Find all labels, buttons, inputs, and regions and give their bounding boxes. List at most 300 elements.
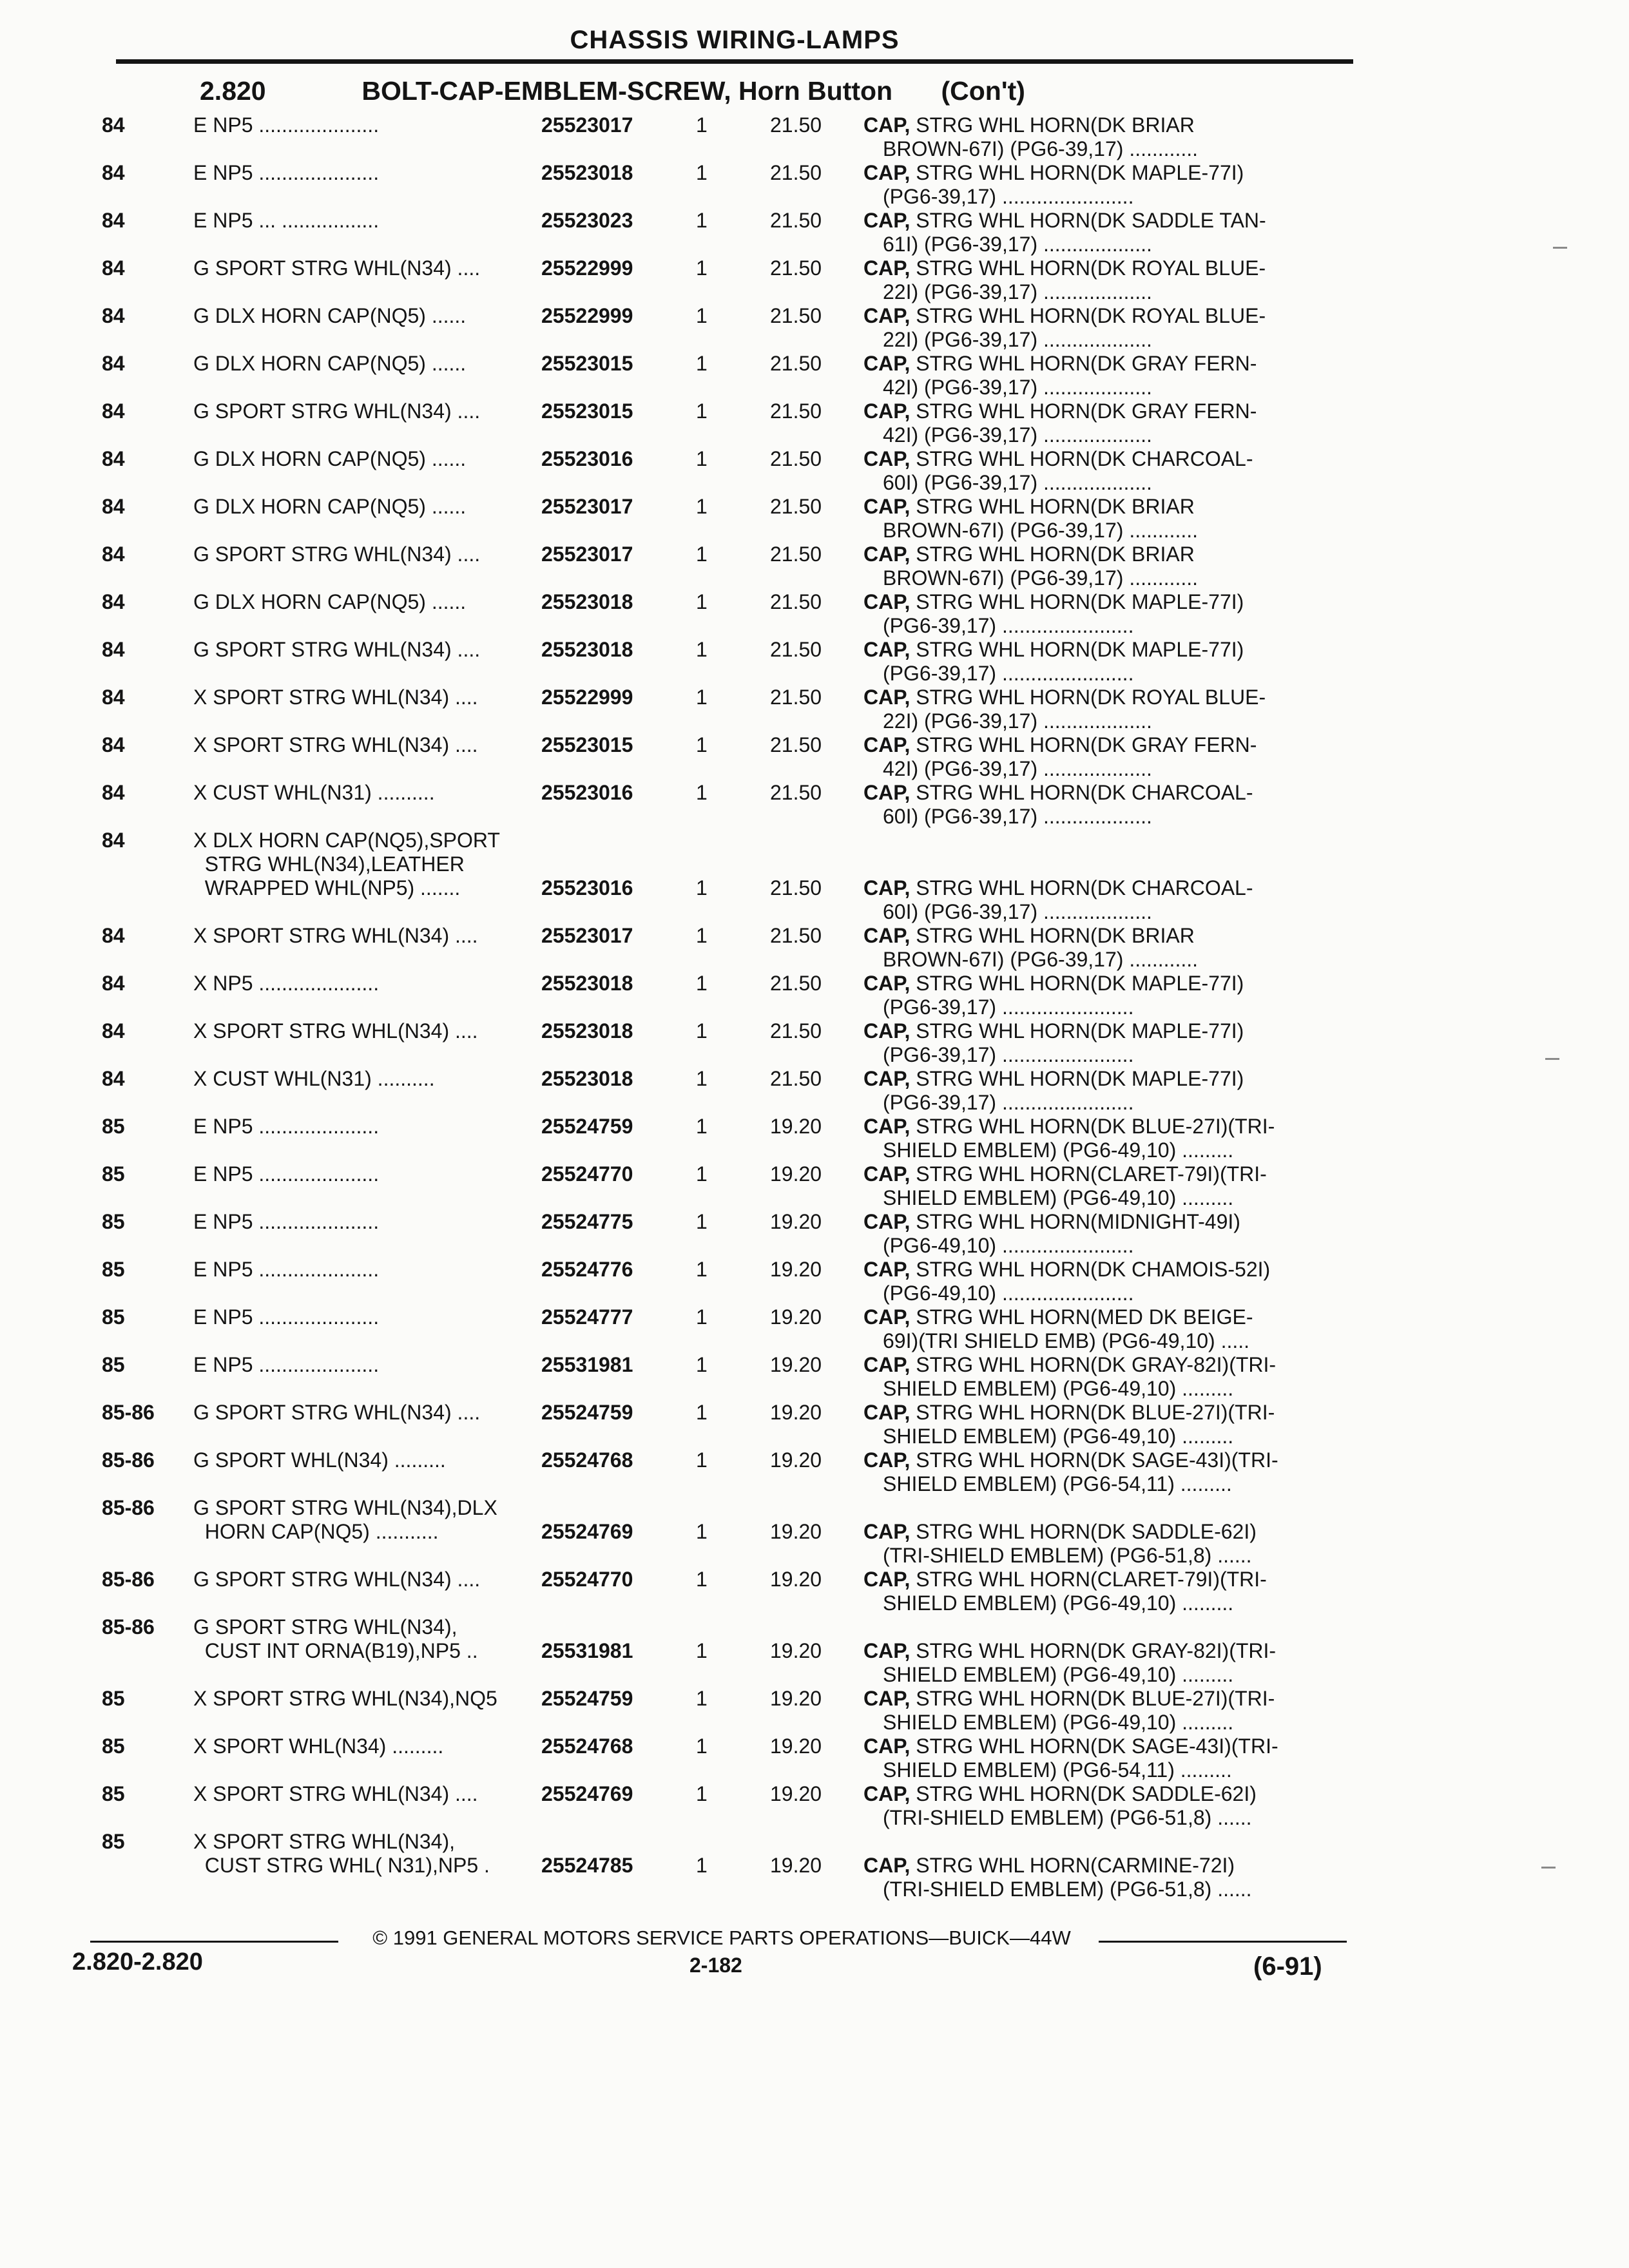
part-name <box>863 399 1344 447</box>
part-number: 25523023 <box>541 209 633 232</box>
quantity: 1 <box>696 1305 708 1329</box>
usage-description <box>193 972 554 995</box>
price: 19.20 <box>770 1854 822 1877</box>
quantity: 1 <box>696 1782 708 1805</box>
usage-description-line: E NP5 ..................... <box>193 113 380 137</box>
part-name-line: CAP, STRG WHL HORN(DK MAPLE-77I) <box>863 972 1244 995</box>
model-year: 84 <box>102 1019 125 1043</box>
usage-description <box>193 399 554 423</box>
part-name-keyword: CAP, <box>863 1520 911 1543</box>
part-name <box>863 161 1344 209</box>
part-name-keyword: CAP, <box>863 543 911 566</box>
part-name-keyword: CAP, <box>863 781 911 804</box>
part-name-line: CAP, STRG WHL HORN(DK MAPLE-77I) <box>863 638 1244 661</box>
part-name-line: CAP, STRG WHL HORN(DK BRIAR <box>863 495 1195 518</box>
usage-description <box>193 209 554 233</box>
price: 21.50 <box>770 543 822 566</box>
usage-description <box>193 1830 554 1878</box>
part-name-line: CAP, STRG WHL HORN(DK BLUE-27I)(TRI- <box>863 1115 1275 1138</box>
price: 19.20 <box>770 1448 822 1472</box>
model-year: 84 <box>102 352 125 375</box>
part-name-line: CAP, STRG WHL HORN(DK CHAMOIS-52I) <box>863 1258 1271 1281</box>
part-name <box>863 1305 1344 1353</box>
part-name-keyword: CAP, <box>863 924 911 947</box>
model-year: 84 <box>102 1067 125 1090</box>
part-name-keyword: CAP, <box>863 1782 911 1805</box>
usage-description <box>193 781 554 805</box>
part-name <box>863 638 1344 686</box>
usage-description-line: WRAPPED WHL(NP5) ....... <box>193 876 461 899</box>
quantity: 1 <box>696 1162 708 1186</box>
part-name <box>863 1854 1344 1901</box>
part-number: 25524775 <box>541 1210 633 1233</box>
price: 19.20 <box>770 1162 822 1186</box>
part-name <box>863 686 1344 733</box>
usage-description-line: X SPORT STRG WHL(N34),NQ5 <box>193 1687 497 1710</box>
part-number: 25523017 <box>541 924 633 947</box>
part-name-line: 22I) (PG6-39,17) ................... <box>883 280 1152 303</box>
usage-description <box>193 638 554 662</box>
part-number: 25524768 <box>541 1448 633 1472</box>
part-name <box>863 1258 1344 1305</box>
usage-description-line: HORN CAP(NQ5) ........... <box>193 1520 439 1543</box>
usage-description <box>193 1782 554 1806</box>
model-year: 85-86 <box>102 1401 155 1424</box>
part-name-keyword: CAP, <box>863 1568 911 1591</box>
part-name-line: CAP, STRG WHL HORN(DK ROYAL BLUE- <box>863 304 1266 327</box>
usage-description-line: CUST STRG WHL( N31),NP5 . <box>193 1854 490 1877</box>
model-year: 84 <box>102 829 125 852</box>
price: 21.50 <box>770 924 822 947</box>
part-name-keyword: CAP, <box>863 1210 911 1233</box>
usage-description-line: X SPORT STRG WHL(N34) .... <box>193 1782 478 1805</box>
price: 21.50 <box>770 972 822 995</box>
usage-description <box>193 686 554 709</box>
section-continued: (Con't) <box>941 76 1025 106</box>
usage-description-line: G SPORT STRG WHL(N34) .... <box>193 638 481 661</box>
part-number: 25523015 <box>541 399 633 423</box>
model-year: 85 <box>102 1353 125 1376</box>
model-year: 84 <box>102 161 125 184</box>
header-rule <box>116 59 1353 64</box>
price: 21.50 <box>770 256 822 280</box>
price: 21.50 <box>770 209 822 232</box>
usage-description-line: G SPORT STRG WHL(N34), <box>193 1615 458 1639</box>
part-name-keyword: CAP, <box>863 1687 911 1710</box>
part-name-line: (PG6-39,17) ....................... <box>883 1043 1134 1066</box>
part-name-line: BROWN-67I) (PG6-39,17) ............ <box>883 566 1198 590</box>
part-number: 25523015 <box>541 352 633 375</box>
model-year: 84 <box>102 543 125 566</box>
part-name-line: 69I)(TRI SHIELD EMB) (PG6-49,10) ..... <box>883 1329 1250 1352</box>
usage-description <box>193 161 554 185</box>
price: 21.50 <box>770 781 822 804</box>
usage-description <box>193 1067 554 1091</box>
part-name-line: CAP, STRG WHL HORN(DK MAPLE-77I) <box>863 1067 1244 1090</box>
part-name-line: CAP, STRG WHL HORN(DK GRAY FERN- <box>863 733 1257 756</box>
quantity: 1 <box>696 1448 708 1472</box>
part-name-keyword: CAP, <box>863 161 911 184</box>
quantity: 1 <box>696 304 708 327</box>
usage-description-line: E NP5 ..................... <box>193 1305 380 1329</box>
part-name-line: CAP, STRG WHL HORN(DK CHARCOAL- <box>863 447 1253 470</box>
part-name-line: SHIELD EMBLEM) (PG6-49,10) ......... <box>883 1711 1234 1734</box>
part-name <box>863 1162 1344 1210</box>
quantity: 1 <box>696 1735 708 1758</box>
quantity: 1 <box>696 924 708 947</box>
usage-description-line: G DLX HORN CAP(NQ5) ...... <box>193 447 467 470</box>
model-year: 85-86 <box>102 1496 155 1519</box>
usage-description <box>193 829 554 900</box>
quantity: 1 <box>696 256 708 280</box>
part-name-keyword: CAP, <box>863 1067 911 1090</box>
model-year: 84 <box>102 447 125 470</box>
part-name <box>863 495 1344 543</box>
model-year: 85 <box>102 1782 125 1805</box>
usage-description <box>193 1615 554 1663</box>
model-year: 84 <box>102 686 125 709</box>
part-name-keyword: CAP, <box>863 1854 911 1877</box>
model-year: 84 <box>102 638 125 661</box>
part-number: 25523018 <box>541 972 633 995</box>
part-name-line: CAP, STRG WHL HORN(DK SAGE-43I)(TRI- <box>863 1448 1278 1472</box>
quantity: 1 <box>696 1520 708 1543</box>
part-name <box>863 256 1344 304</box>
usage-description-line: X SPORT STRG WHL(N34), <box>193 1830 455 1853</box>
quantity: 1 <box>696 733 708 756</box>
part-name-keyword: CAP, <box>863 972 911 995</box>
part-name-line: CAP, STRG WHL HORN(CLARET-79I)(TRI- <box>863 1568 1267 1591</box>
part-name <box>863 1019 1344 1067</box>
part-name <box>863 1639 1344 1687</box>
part-name-line: CAP, STRG WHL HORN(DK MAPLE-77I) <box>863 590 1244 613</box>
part-number: 25523016 <box>541 781 633 804</box>
usage-description-line: G SPORT WHL(N34) ......... <box>193 1448 446 1472</box>
model-year: 84 <box>102 113 125 137</box>
footer-rule-right <box>1099 1941 1347 1943</box>
part-name-line: 42I) (PG6-39,17) ................... <box>883 423 1152 447</box>
footer-copyright: © 1991 GENERAL MOTORS SERVICE PARTS OPERATIONS—BUICK—44W <box>372 1927 1071 1949</box>
usage-description-line: G SPORT STRG WHL(N34) .... <box>193 399 481 423</box>
quantity: 1 <box>696 1854 708 1877</box>
page-header: CHASSIS WIRING-LAMPS <box>570 26 900 54</box>
part-number: 25523018 <box>541 590 633 613</box>
footer-page-number: 2-182 <box>689 1954 742 1977</box>
part-name <box>863 1568 1344 1615</box>
part-number: 25524769 <box>541 1782 633 1805</box>
quantity: 1 <box>696 209 708 232</box>
usage-description <box>193 1448 554 1472</box>
part-name <box>863 447 1344 495</box>
part-name-keyword: CAP, <box>863 1639 911 1662</box>
usage-description-line: E NP5 ..................... <box>193 1353 380 1376</box>
model-year: 85-86 <box>102 1568 155 1591</box>
margin-mark <box>1553 247 1567 249</box>
part-name <box>863 1115 1344 1162</box>
part-name <box>863 209 1344 256</box>
part-number: 25524777 <box>541 1305 633 1329</box>
model-year: 85 <box>102 1162 125 1186</box>
usage-description-line: CUST INT ORNA(B19),NP5 .. <box>193 1639 478 1662</box>
part-name-line: CAP, STRG WHL HORN(MIDNIGHT-49I) <box>863 1210 1240 1233</box>
usage-description-line: G DLX HORN CAP(NQ5) ...... <box>193 590 467 613</box>
quantity: 1 <box>696 972 708 995</box>
quantity: 1 <box>696 781 708 804</box>
model-year: 85 <box>102 1115 125 1138</box>
model-year: 84 <box>102 590 125 613</box>
price: 21.50 <box>770 1019 822 1043</box>
usage-description <box>193 733 554 757</box>
part-name <box>863 733 1344 781</box>
part-name <box>863 1353 1344 1401</box>
part-number: 25531981 <box>541 1639 633 1662</box>
price: 19.20 <box>770 1639 822 1662</box>
part-name-keyword: CAP, <box>863 447 911 470</box>
quantity: 1 <box>696 113 708 137</box>
part-name-keyword: CAP, <box>863 352 911 375</box>
part-name-keyword: CAP, <box>863 1258 911 1281</box>
part-name-line: CAP, STRG WHL HORN(DK SADDLE TAN- <box>863 209 1266 232</box>
usage-description-line: STRG WHL(N34),LEATHER <box>193 852 465 876</box>
usage-description-line: X SPORT STRG WHL(N34) .... <box>193 924 478 947</box>
footer-section-range: 2.820-2.820 <box>72 1948 203 1975</box>
usage-description <box>193 1568 554 1591</box>
usage-description <box>193 1162 554 1186</box>
part-name-keyword: CAP, <box>863 495 911 518</box>
part-name-line: CAP, STRG WHL HORN(DK BLUE-27I)(TRI- <box>863 1687 1275 1710</box>
part-number: 25523018 <box>541 161 633 184</box>
price: 19.20 <box>770 1305 822 1329</box>
usage-description <box>193 495 554 519</box>
part-name-line: CAP, STRG WHL HORN(DK ROYAL BLUE- <box>863 686 1266 709</box>
part-name-line: CAP, STRG WHL HORN(DK MAPLE-77I) <box>863 1019 1244 1043</box>
part-name-line: CAP, STRG WHL HORN(DK GRAY-82I)(TRI- <box>863 1639 1277 1662</box>
part-number: 25523017 <box>541 495 633 518</box>
margin-mark <box>1545 1058 1559 1060</box>
price: 19.20 <box>770 1782 822 1805</box>
part-name-line: CAP, STRG WHL HORN(DK CHARCOAL- <box>863 781 1253 804</box>
usage-description-line: E NP5 ..................... <box>193 1115 380 1138</box>
price: 19.20 <box>770 1687 822 1710</box>
usage-description <box>193 1258 554 1282</box>
quantity: 1 <box>696 161 708 184</box>
part-number: 25522999 <box>541 686 633 709</box>
usage-description <box>193 447 554 471</box>
part-name-line: SHIELD EMBLEM) (PG6-49,10) ......... <box>883 1591 1234 1615</box>
part-name <box>863 972 1344 1019</box>
price: 21.50 <box>770 876 822 899</box>
part-name-keyword: CAP, <box>863 1305 911 1329</box>
quantity: 1 <box>696 876 708 899</box>
part-name-keyword: CAP, <box>863 876 911 899</box>
part-name-line: BROWN-67I) (PG6-39,17) ............ <box>883 948 1198 971</box>
part-name <box>863 113 1344 161</box>
quantity: 1 <box>696 1401 708 1424</box>
part-name-line: BROWN-67I) (PG6-39,17) ............ <box>883 519 1198 542</box>
part-number: 25524769 <box>541 1520 633 1543</box>
usage-description-line: G DLX HORN CAP(NQ5) ...... <box>193 352 467 375</box>
usage-description <box>193 543 554 566</box>
usage-description <box>193 924 554 948</box>
model-year: 84 <box>102 399 125 423</box>
part-name-line: (PG6-39,17) ....................... <box>883 614 1134 637</box>
part-name-keyword: CAP, <box>863 686 911 709</box>
part-number: 25524759 <box>541 1687 633 1710</box>
footer-rule-left <box>90 1941 338 1943</box>
part-name-line: CAP, STRG WHL HORN(DK GRAY FERN- <box>863 399 1257 423</box>
model-year: 85-86 <box>102 1615 155 1639</box>
part-name-line: CAP, STRG WHL HORN(DK GRAY FERN- <box>863 352 1257 375</box>
price: 19.20 <box>770 1520 822 1543</box>
usage-description-line: G SPORT STRG WHL(N34) .... <box>193 543 481 566</box>
model-year: 84 <box>102 972 125 995</box>
usage-description-line: G DLX HORN CAP(NQ5) ...... <box>193 304 467 327</box>
price: 19.20 <box>770 1258 822 1281</box>
quantity: 1 <box>696 638 708 661</box>
part-number: 25531981 <box>541 1353 633 1376</box>
quantity: 1 <box>696 399 708 423</box>
part-name-keyword: CAP, <box>863 1162 911 1186</box>
part-name-line: CAP, STRG WHL HORN(DK ROYAL BLUE- <box>863 256 1266 280</box>
usage-description-line: G DLX HORN CAP(NQ5) ...... <box>193 495 467 518</box>
quantity: 1 <box>696 590 708 613</box>
part-number: 25523017 <box>541 543 633 566</box>
model-year: 84 <box>102 495 125 518</box>
model-year: 85-86 <box>102 1448 155 1472</box>
part-name-line: CAP, STRG WHL HORN(CARMINE-72I) <box>863 1854 1235 1877</box>
price: 19.20 <box>770 1353 822 1376</box>
quantity: 1 <box>696 495 708 518</box>
part-name <box>863 1782 1344 1830</box>
model-year: 84 <box>102 733 125 756</box>
section-title <box>200 76 1360 106</box>
usage-description-line: X SPORT STRG WHL(N34) .... <box>193 1019 478 1043</box>
part-name-keyword: CAP, <box>863 256 911 280</box>
usage-description-line: X SPORT WHL(N34) ......... <box>193 1735 444 1758</box>
part-name-line: SHIELD EMBLEM) (PG6-49,10) ......... <box>883 1377 1234 1400</box>
price: 21.50 <box>770 638 822 661</box>
part-number: 25524785 <box>541 1854 633 1877</box>
model-year: 85 <box>102 1830 125 1853</box>
part-name-line: SHIELD EMBLEM) (PG6-54,11) ......... <box>883 1758 1232 1782</box>
part-name-keyword: CAP, <box>863 1353 911 1376</box>
part-name-line: CAP, STRG WHL HORN(DK SAGE-43I)(TRI- <box>863 1735 1278 1758</box>
part-name-line: (TRI-SHIELD EMBLEM) (PG6-51,8) ...... <box>883 1878 1252 1901</box>
usage-description-line: G SPORT STRG WHL(N34),DLX <box>193 1496 497 1519</box>
part-name-line: CAP, STRG WHL HORN(DK BRIAR <box>863 113 1195 137</box>
part-name-line: SHIELD EMBLEM) (PG6-49,10) ......... <box>883 1425 1234 1448</box>
usage-description <box>193 1210 554 1234</box>
model-year: 85 <box>102 1687 125 1710</box>
price: 19.20 <box>770 1568 822 1591</box>
price: 19.20 <box>770 1115 822 1138</box>
price: 21.50 <box>770 733 822 756</box>
price: 21.50 <box>770 352 822 375</box>
quantity: 1 <box>696 1639 708 1662</box>
usage-description-line: E NP5 ..................... <box>193 1162 380 1186</box>
part-name-line: CAP, STRG WHL HORN(DK GRAY-82I)(TRI- <box>863 1353 1277 1376</box>
model-year: 85 <box>102 1305 125 1329</box>
part-name-line: SHIELD EMBLEM) (PG6-54,11) ......... <box>883 1472 1232 1495</box>
price: 21.50 <box>770 399 822 423</box>
usage-description <box>193 1687 554 1711</box>
part-number: 25524759 <box>541 1401 633 1424</box>
part-name-keyword: CAP, <box>863 1448 911 1472</box>
quantity: 1 <box>696 1258 708 1281</box>
part-name <box>863 543 1344 590</box>
quantity: 1 <box>696 447 708 470</box>
price: 21.50 <box>770 113 822 137</box>
part-name-line: (PG6-49,10) ....................... <box>883 1234 1134 1257</box>
usage-description-line: E NP5 ..................... <box>193 1210 380 1233</box>
usage-description-line: X DLX HORN CAP(NQ5),SPORT <box>193 829 500 852</box>
usage-description-line: X SPORT STRG WHL(N34) .... <box>193 686 478 709</box>
part-name <box>863 876 1344 924</box>
part-name-line: CAP, STRG WHL HORN(MED DK BEIGE- <box>863 1305 1253 1329</box>
part-number: 25522999 <box>541 256 633 280</box>
usage-description <box>193 1496 554 1544</box>
part-name-line: SHIELD EMBLEM) (PG6-49,10) ......... <box>883 1663 1234 1686</box>
part-name-line: 22I) (PG6-39,17) ................... <box>883 328 1152 351</box>
part-number: 25524770 <box>541 1162 633 1186</box>
part-name-keyword: CAP, <box>863 399 911 423</box>
model-year: 85 <box>102 1258 125 1281</box>
part-name-line: (PG6-39,17) ....................... <box>883 1091 1134 1114</box>
part-name-keyword: CAP, <box>863 590 911 613</box>
part-name-line: CAP, STRG WHL HORN(DK BLUE-27I)(TRI- <box>863 1401 1275 1424</box>
part-name-keyword: CAP, <box>863 1401 911 1424</box>
part-number: 25524768 <box>541 1735 633 1758</box>
usage-description-line: X SPORT STRG WHL(N34) .... <box>193 733 478 756</box>
part-name-line: 60I) (PG6-39,17) ................... <box>883 471 1152 494</box>
section-number: 2.820 <box>200 76 266 106</box>
usage-description <box>193 590 554 614</box>
part-name-keyword: CAP, <box>863 1735 911 1758</box>
quantity: 1 <box>696 543 708 566</box>
part-name-keyword: CAP, <box>863 733 911 756</box>
part-name-line: 42I) (PG6-39,17) ................... <box>883 757 1152 780</box>
part-name <box>863 1735 1344 1782</box>
footer-date: (6-91) <box>1253 1952 1322 1981</box>
part-name-line: CAP, STRG WHL HORN(DK SADDLE-62I) <box>863 1520 1257 1543</box>
part-name-line: 60I) (PG6-39,17) ................... <box>883 900 1152 923</box>
part-number: 25523018 <box>541 638 633 661</box>
part-name-line: CAP, STRG WHL HORN(DK SADDLE-62I) <box>863 1782 1257 1805</box>
usage-description <box>193 1353 554 1377</box>
part-name-line: (TRI-SHIELD EMBLEM) (PG6-51,8) ...... <box>883 1806 1252 1829</box>
usage-description-line: G SPORT STRG WHL(N34) .... <box>193 1568 481 1591</box>
section-heading: BOLT-CAP-EMBLEM-SCREW, Horn Button <box>361 76 893 106</box>
usage-description <box>193 1735 554 1758</box>
price: 21.50 <box>770 686 822 709</box>
part-number: 25524759 <box>541 1115 633 1138</box>
part-name-keyword: CAP, <box>863 638 911 661</box>
usage-description <box>193 256 554 280</box>
price: 19.20 <box>770 1401 822 1424</box>
price: 21.50 <box>770 447 822 470</box>
usage-description-line: E NP5 ..................... <box>193 161 380 184</box>
usage-description <box>193 1115 554 1139</box>
model-year: 84 <box>102 304 125 327</box>
part-name-line: CAP, STRG WHL HORN(CLARET-79I)(TRI- <box>863 1162 1267 1186</box>
part-name-line: (PG6-49,10) ....................... <box>883 1282 1134 1305</box>
part-name <box>863 304 1344 352</box>
part-name-line: CAP, STRG WHL HORN(DK MAPLE-77I) <box>863 161 1244 184</box>
quantity: 1 <box>696 1353 708 1376</box>
part-name <box>863 352 1344 399</box>
part-name <box>863 781 1344 829</box>
usage-description-line: E NP5 ... ................. <box>193 209 380 232</box>
